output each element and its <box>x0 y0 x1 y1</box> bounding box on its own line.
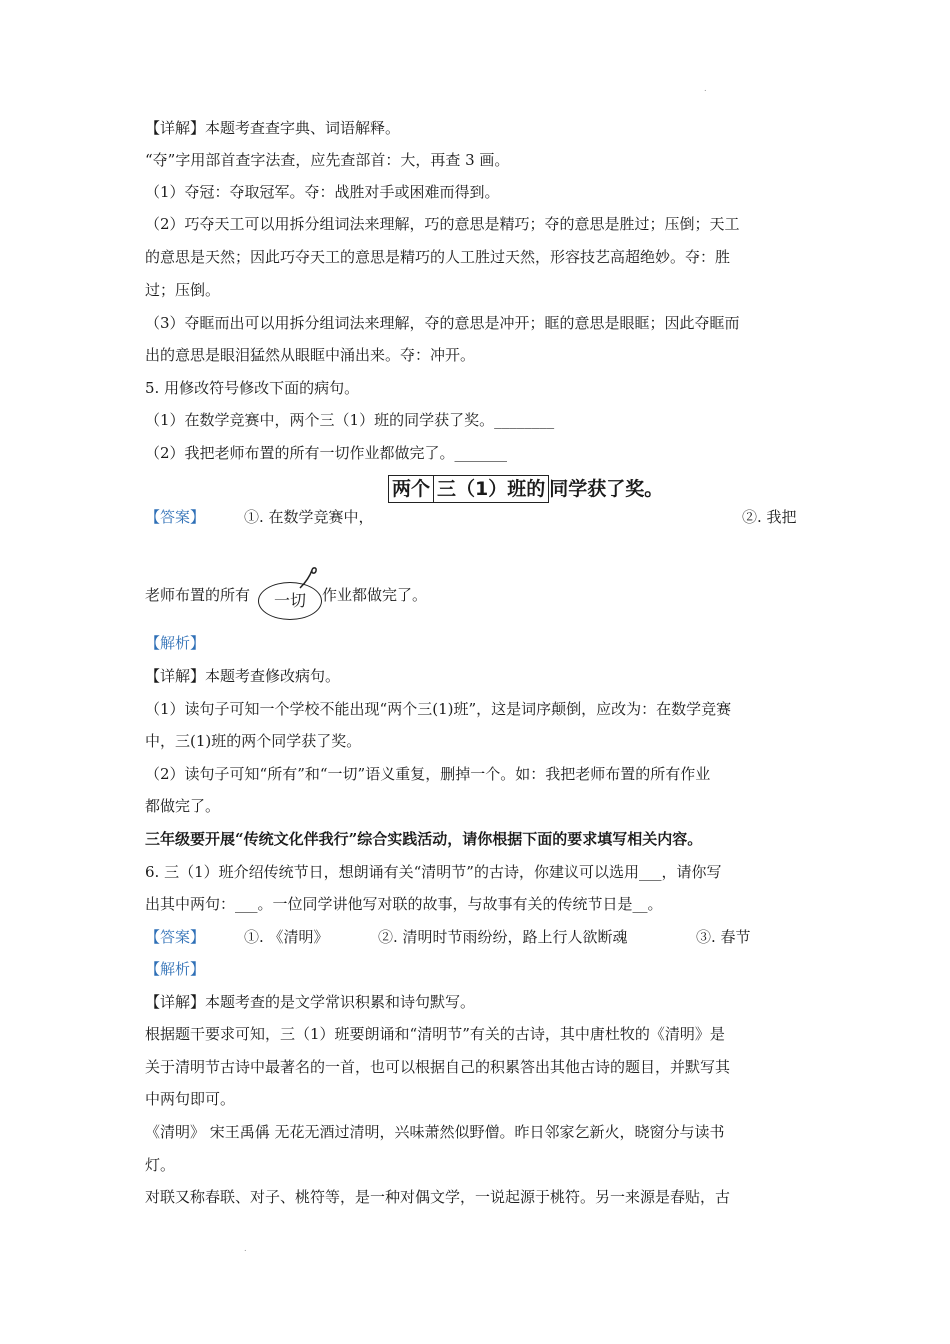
analysis-line: 【详解】本题考查修改病句。 <box>145 667 341 685</box>
explanation-line: （2）巧夺天工可以用拆分组词法来理解，巧的意思是精巧；夺的意思是胜过；压倒；天工 <box>145 215 740 233</box>
explanation-line: 【详解】本题考查查字典、词语解释。 <box>145 119 401 137</box>
page-mark: . <box>244 1244 247 1253</box>
question-5-item-2: （2）我把老师布置的所有一切作业都做完了。_______ <box>145 444 508 462</box>
explanation-line: 过；压倒。 <box>145 281 221 299</box>
answer-line-2-post: 作业都做完了。 <box>322 586 428 604</box>
boxed-word-1: 两个 <box>388 475 434 503</box>
analysis-tag: 【解析】 <box>145 960 206 978</box>
answer-item-2: ②. 清明时节雨纷纷，路上行人欲断魂 <box>378 928 628 946</box>
circled-deletion: 一切 <box>258 582 322 620</box>
answer-item-2: ②. 我把 <box>742 508 797 526</box>
analysis-line: 《清明》 宋王禹偁 无花无酒过清明，兴味萧然似野僧。昨日邻家乞新火，晓窗分与读书 <box>145 1123 725 1141</box>
analysis-line: 中两句即可。 <box>145 1090 236 1108</box>
analysis-line: 灯。 <box>145 1156 176 1174</box>
explanation-line: 出的意思是眼泪猛然从眼眶中涌出来。夺：冲开。 <box>145 346 476 364</box>
question-5-title: 5. 用修改符号修改下面的病句。 <box>145 379 360 397</box>
analysis-tag: 【解析】 <box>145 634 206 652</box>
answer-line-2-pre: 老师布置的所有 <box>145 586 251 604</box>
explanation-line: “夺”字用部首查字法查，应先查部首：大，再查 3 画。 <box>145 151 510 169</box>
explanation-line: 的意思是天然；因此巧夺天工的意思是精巧的人工胜过天然，形容技艺高超绝妙。夺：胜 <box>145 248 731 266</box>
analysis-line: 关于清明节古诗中最著名的一首，也可以根据自己的积累答出其他古诗的题目，并默写其 <box>145 1058 731 1076</box>
question-6-line: 出其中两句：___。一位同学讲他写对联的故事，与故事有关的传统节日是__。 <box>145 895 663 913</box>
answer-item-1: ①. 在数学竞赛中， <box>244 508 374 526</box>
analysis-line: （2）读句子可知“所有”和“一切”语义重复，删掉一个。如：我把老师布置的所有作业 <box>145 765 711 783</box>
figure-text: 同学获了奖。 <box>549 478 664 500</box>
explanation-line: （3）夺眶而出可以用拆分组词法来理解，夺的意思是冲开；眶的意思是眼眶；因此夺眶而 <box>145 314 740 332</box>
section-title: 三年级要开展“传统文化伴我行”综合实践活动，请你根据下面的要求填写相关内容。 <box>145 830 703 848</box>
analysis-line: 根据题干要求可知，三（1）班要朗诵和“清明节”有关的古诗，其中唐杜牧的《清明》是 <box>145 1025 725 1043</box>
question-6-line: 6. 三（1）班介绍传统节日，想朗诵有关“清明节”的古诗，你建议可以选用___，请你写 <box>145 863 722 881</box>
boxed-word-2: 三（1）班的 <box>434 475 549 503</box>
explanation-line: （1）夺冠：夺取冠军。夺：战胜对手或困难而得到。 <box>145 183 500 201</box>
analysis-line: （1）读句子可知一个学校不能出现“两个三(1)班”，这是词序颠倒，应改为：在数学竞赛 <box>145 700 732 718</box>
answer-tag: 【答案】 <box>145 928 206 946</box>
analysis-line: 中，三(1)班的两个同学获了奖。 <box>145 732 362 750</box>
question-5-item-1: （1）在数学竞赛中，两个三（1）班的同学获了奖。________ <box>145 411 555 429</box>
answer-item-3: ③. 春节 <box>696 928 751 946</box>
correction-figure-1 <box>388 475 663 505</box>
deletion-mark-icon <box>296 564 324 592</box>
analysis-line: 【详解】本题考查的是文学常识积累和诗句默写。 <box>145 993 476 1011</box>
analysis-line: 都做完了。 <box>145 797 221 815</box>
answer-item-1: ①. 《清明》 <box>244 928 329 946</box>
analysis-line: 对联又称春联、对子、桃符等，是一种对偶文学，一说起源于桃符。另一来源是春贴，古 <box>145 1188 731 1206</box>
answer-tag: 【答案】 <box>145 508 206 526</box>
page-mark: . <box>704 84 707 93</box>
